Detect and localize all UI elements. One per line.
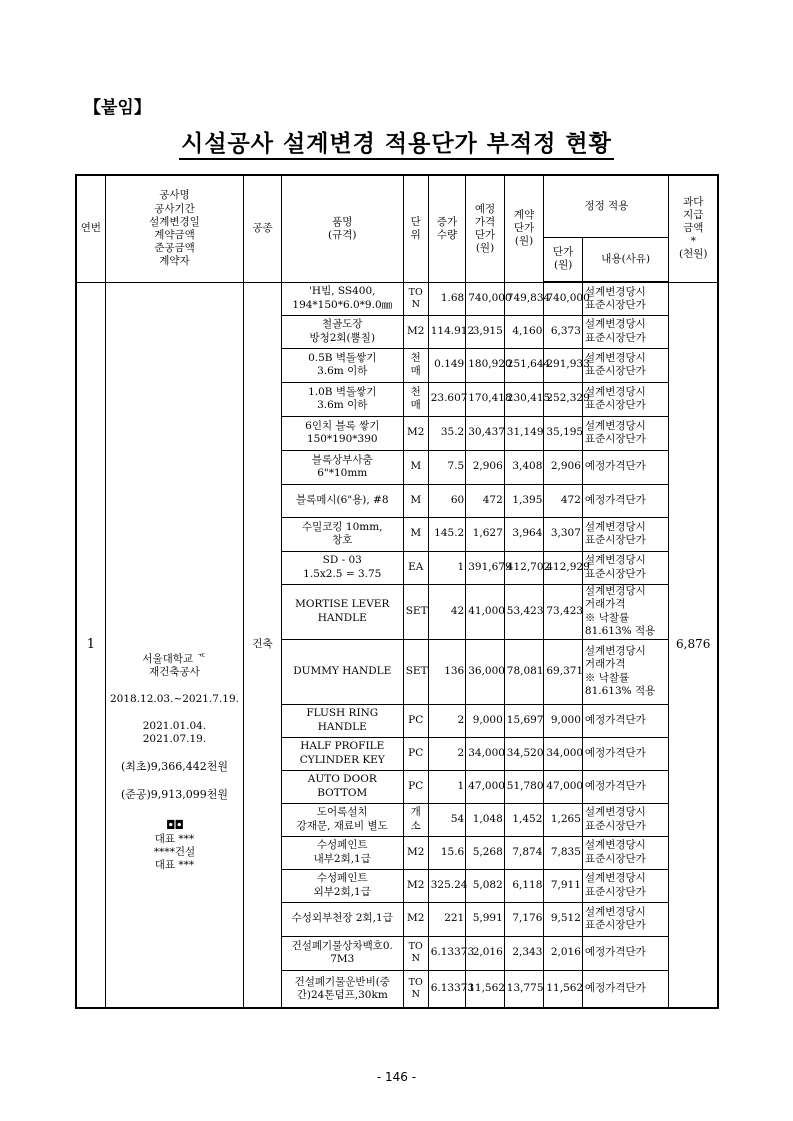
estimated-price: 5,082 (466, 869, 505, 902)
quantity: 0.149 (428, 348, 466, 382)
unit: EA (403, 551, 428, 584)
header-info-3: 계약금액 (154, 228, 195, 241)
quantity: 221 (428, 902, 466, 936)
adjusted-price: 73,423 (544, 584, 583, 639)
contractor: 대표 *** ****건설 대표 *** (153, 832, 196, 871)
estimated-price: 11,562 (466, 970, 505, 1008)
adjustment-reason: 설계변경당시 표준시장단가 (582, 348, 669, 382)
adjustment-reason: 예정가격단가 (582, 936, 669, 970)
adjusted-price: 7,911 (544, 869, 583, 902)
quantity: 6.13373 (428, 936, 466, 970)
adjusted-price: 6,373 (544, 315, 583, 348)
adjustment-reason: 설계변경당시 표준시장단가 (582, 416, 669, 450)
unit: 천매 (403, 348, 428, 382)
quantity: 114.912 (428, 315, 466, 348)
adjusted-price: 2,906 (544, 450, 583, 484)
header-unit: 단 위 (403, 175, 428, 282)
contract-price: 3,408 (504, 450, 544, 484)
item-name: 1.0B 벽돌쌓기 3.6m 이하 (281, 382, 403, 416)
adjusted-price: 9,000 (544, 704, 583, 737)
final-contract-amount: (준공)9,913,099천원 (120, 787, 229, 801)
unit: M2 (403, 902, 428, 936)
quantity: 54 (428, 803, 466, 836)
header-contract: 계약 단가 (원) (504, 175, 544, 282)
estimated-price: 5,268 (466, 836, 505, 869)
contractor-logo: ◘◘ (165, 817, 183, 832)
header-info-1: 공사기간 (154, 202, 195, 215)
unit: M (403, 484, 428, 517)
adjustment-reason: 예정가격단가 (582, 484, 669, 517)
adjustment-reason: 설계변경당시 표준시장단가 (582, 517, 669, 551)
header-item: 품명 (규격) (281, 175, 403, 282)
contract-price: 1,452 (504, 803, 544, 836)
item-name: MORTISE LEVER HANDLE (281, 584, 403, 639)
quantity: 23.607 (428, 382, 466, 416)
item-name: HALF PROFILE CYLINDER KEY (281, 737, 403, 770)
adjustment-reason: 설계변경당시 표준시장단가 (582, 836, 669, 869)
quantity: 15.6 (428, 836, 466, 869)
contract-price: 412,702 (504, 551, 544, 584)
contract-price: 1,395 (504, 484, 544, 517)
estimated-price: 9,000 (466, 704, 505, 737)
contract-price: 78,081 (504, 639, 544, 704)
contract-price: 7,176 (504, 902, 544, 936)
quantity: 145.2 (428, 517, 466, 551)
quantity: 60 (428, 484, 466, 517)
unit: TO N (403, 282, 428, 315)
adjusted-price: 2,016 (544, 936, 583, 970)
project-name: 서울대학교 ᄀᄃ 재건축공사 (142, 652, 207, 678)
estimated-price: 5,991 (466, 902, 505, 936)
estimated-price: 36,000 (466, 639, 505, 704)
quantity: 42 (428, 584, 466, 639)
adjusted-price: 7,835 (544, 836, 583, 869)
adjustment-reason: 설계변경당시 표준시장단가 (582, 551, 669, 584)
header-est: 예정 가격 단가 (원) (466, 175, 505, 282)
adjusted-price: 11,562 (544, 970, 583, 1008)
unit: PC (403, 770, 428, 803)
adjustment-reason: 설계변경당시 표준시장단가 (582, 869, 669, 902)
header-adj-reason: 내용(사유) (582, 237, 669, 282)
estimated-price: 30,437 (466, 416, 505, 450)
adjustment-reason: 설계변경당시 표준시장단가 (582, 315, 669, 348)
unit: M2 (403, 836, 428, 869)
contract-price: 230,415 (504, 382, 544, 416)
unit: M2 (403, 315, 428, 348)
quantity: 7.5 (428, 450, 466, 484)
overpaid-amount: 6,876 (669, 282, 718, 1008)
adjusted-price: 69,371 (544, 639, 583, 704)
contract-price: 13,775 (504, 970, 544, 1008)
adjusted-price: 252,329 (544, 382, 583, 416)
contract-price: 749,834 (504, 282, 544, 315)
header-info-4: 준공금액 (154, 241, 195, 254)
page-title (0, 125, 793, 158)
adjustment-reason: 예정가격단가 (582, 770, 669, 803)
quantity: 136 (428, 639, 466, 704)
quantity: 1 (428, 770, 466, 803)
header-info-0: 공사명 (159, 189, 190, 202)
unit: PC (403, 704, 428, 737)
unit: M (403, 517, 428, 551)
adjustment-reason: 설계변경당시 표준시장단가 (582, 902, 669, 936)
table-row (76, 282, 718, 315)
header-adj-price: 단가 (원) (544, 237, 583, 282)
contract-price: 2,343 (504, 936, 544, 970)
item-name: SD - 03 1.5x2.5 = 3.75 (281, 551, 403, 584)
header-no: 연번 (76, 175, 105, 282)
unit: 개소 (403, 803, 428, 836)
estimated-price: 41,000 (466, 584, 505, 639)
adjusted-price: 34,000 (544, 737, 583, 770)
item-name: 수성외부천장 2회,1급 (281, 902, 403, 936)
header-type: 공종 (244, 175, 282, 282)
adjustment-reason: 예정가격단가 (582, 704, 669, 737)
adjusted-price: 472 (544, 484, 583, 517)
construction-period: 2018.12.03.~2021.7.19. (109, 692, 239, 705)
quantity: 6.13373 (428, 970, 466, 1008)
contract-price: 4,160 (504, 315, 544, 348)
item-name: 철골도장 방청2회(뿜칠) (281, 315, 403, 348)
quantity: 1 (428, 551, 466, 584)
item-name: AUTO DOOR BOTTOM (281, 770, 403, 803)
item-name: 블록상부사춤 6"*10mm (281, 450, 403, 484)
contract-price: 7,874 (504, 836, 544, 869)
adjusted-price: 3,307 (544, 517, 583, 551)
adjustment-reason: 설계변경당시 표준시장단가 (582, 803, 669, 836)
page-number: - 146 - (376, 1070, 417, 1084)
estimated-price: 47,000 (466, 770, 505, 803)
estimated-price: 180,920 (466, 348, 505, 382)
table-body (76, 282, 718, 1008)
quantity: 1.68 (428, 282, 466, 315)
item-name: 수성페인트 내부2회,1급 (281, 836, 403, 869)
unit: TO N (403, 970, 428, 1008)
header-overpaid: 과다 지급 금액 * (천원) (669, 175, 718, 282)
header-info-2: 설계변경일 (149, 215, 200, 228)
quantity: 2 (428, 704, 466, 737)
adjusted-price: 47,000 (544, 770, 583, 803)
unit: M (403, 450, 428, 484)
attachment-label: 【붙임】 (84, 98, 151, 118)
unit: PC (403, 737, 428, 770)
header-info (105, 175, 244, 282)
adjustment-reason: 설계변경당시 거래가격 ※ 낙찰률 81.613% 적용 (582, 639, 669, 704)
adjusted-price: 412,929 (544, 551, 583, 584)
item-name: 블록메시(6"용), #8 (281, 484, 403, 517)
unit: 천매 (403, 382, 428, 416)
adjustment-reason: 설계변경당시 표준시장단가 (582, 282, 669, 315)
header-qty: 증가 수량 (428, 175, 466, 282)
estimated-price: 391,679 (466, 551, 505, 584)
contract-price: 34,520 (504, 737, 544, 770)
contract-price: 6,118 (504, 869, 544, 902)
estimated-price: 170,418 (466, 382, 505, 416)
contract-price: 31,149 (504, 416, 544, 450)
contract-price: 53,423 (504, 584, 544, 639)
design-change-dates: 2021.01.04. 2021.07.19. (142, 719, 207, 745)
estimated-price: 1,048 (466, 803, 505, 836)
contract-price: 51,780 (504, 770, 544, 803)
adjusted-price: 1,265 (544, 803, 583, 836)
page-title-text: 시설공사 설계변경 적용단가 부적정 현황 (179, 131, 614, 160)
item-name: 0.5B 벽돌쌓기 3.6m 이하 (281, 348, 403, 382)
unit: SET (403, 584, 428, 639)
item-name: 도어록설치 강재문, 재료비 별도 (281, 803, 403, 836)
record-info (105, 282, 244, 1008)
adjustment-reason: 예정가격단가 (582, 737, 669, 770)
unit: TO N (403, 936, 428, 970)
adjustment-reason: 설계변경당시 표준시장단가 (582, 382, 669, 416)
item-name: 6인치 블록 쌓기 150*190*390 (281, 416, 403, 450)
price-table (75, 174, 719, 1009)
contract-price: 3,964 (504, 517, 544, 551)
quantity: 325.24 (428, 869, 466, 902)
header-info-5: 계약자 (159, 255, 190, 267)
contract-price: 251,644 (504, 348, 544, 382)
quantity: 35.2 (428, 416, 466, 450)
adjustment-reason: 예정가격단가 (582, 970, 669, 1008)
adjusted-price: 291,933 (544, 348, 583, 382)
estimated-price: 740,000 (466, 282, 505, 315)
estimated-price: 2,016 (466, 936, 505, 970)
adjusted-price: 35,195 (544, 416, 583, 450)
estimated-price: 34,000 (466, 737, 505, 770)
estimated-price: 472 (466, 484, 505, 517)
quantity: 2 (428, 737, 466, 770)
adjusted-price: 9,512 (544, 902, 583, 936)
adjustment-reason: 설계변경당시 거래가격 ※ 낙찰률 81.613% 적용 (582, 584, 669, 639)
estimated-price: 1,627 (466, 517, 505, 551)
unit: M2 (403, 416, 428, 450)
adjusted-price: 740,000 (544, 282, 583, 315)
item-name: 건설폐기물상차백호0. 7M3 (281, 936, 403, 970)
item-name: 'H빔, SS400, 194*150*6.0*9.0㎜ (281, 282, 403, 315)
unit: M2 (403, 869, 428, 902)
estimated-price: 2,906 (466, 450, 505, 484)
estimated-price: 3,915 (466, 315, 505, 348)
item-name: FLUSH RING HANDLE (281, 704, 403, 737)
item-name: DUMMY HANDLE (281, 639, 403, 704)
adjustment-reason: 예정가격단가 (582, 450, 669, 484)
header-adj-group: 정정 적용 (544, 175, 669, 237)
item-name: 건설폐기물운반비(중 간)24톤덤프,30km (281, 970, 403, 1008)
item-name: 수성페인트 외부2회,1급 (281, 869, 403, 902)
work-type: 건축 (244, 282, 282, 1008)
record-no: 1 (76, 282, 105, 1008)
contract-price: 15,697 (504, 704, 544, 737)
initial-contract-amount: (최초)9,366,442천원 (120, 760, 229, 774)
item-name: 수밀코킹 10mm, 창호 (281, 517, 403, 551)
unit: SET (403, 639, 428, 704)
